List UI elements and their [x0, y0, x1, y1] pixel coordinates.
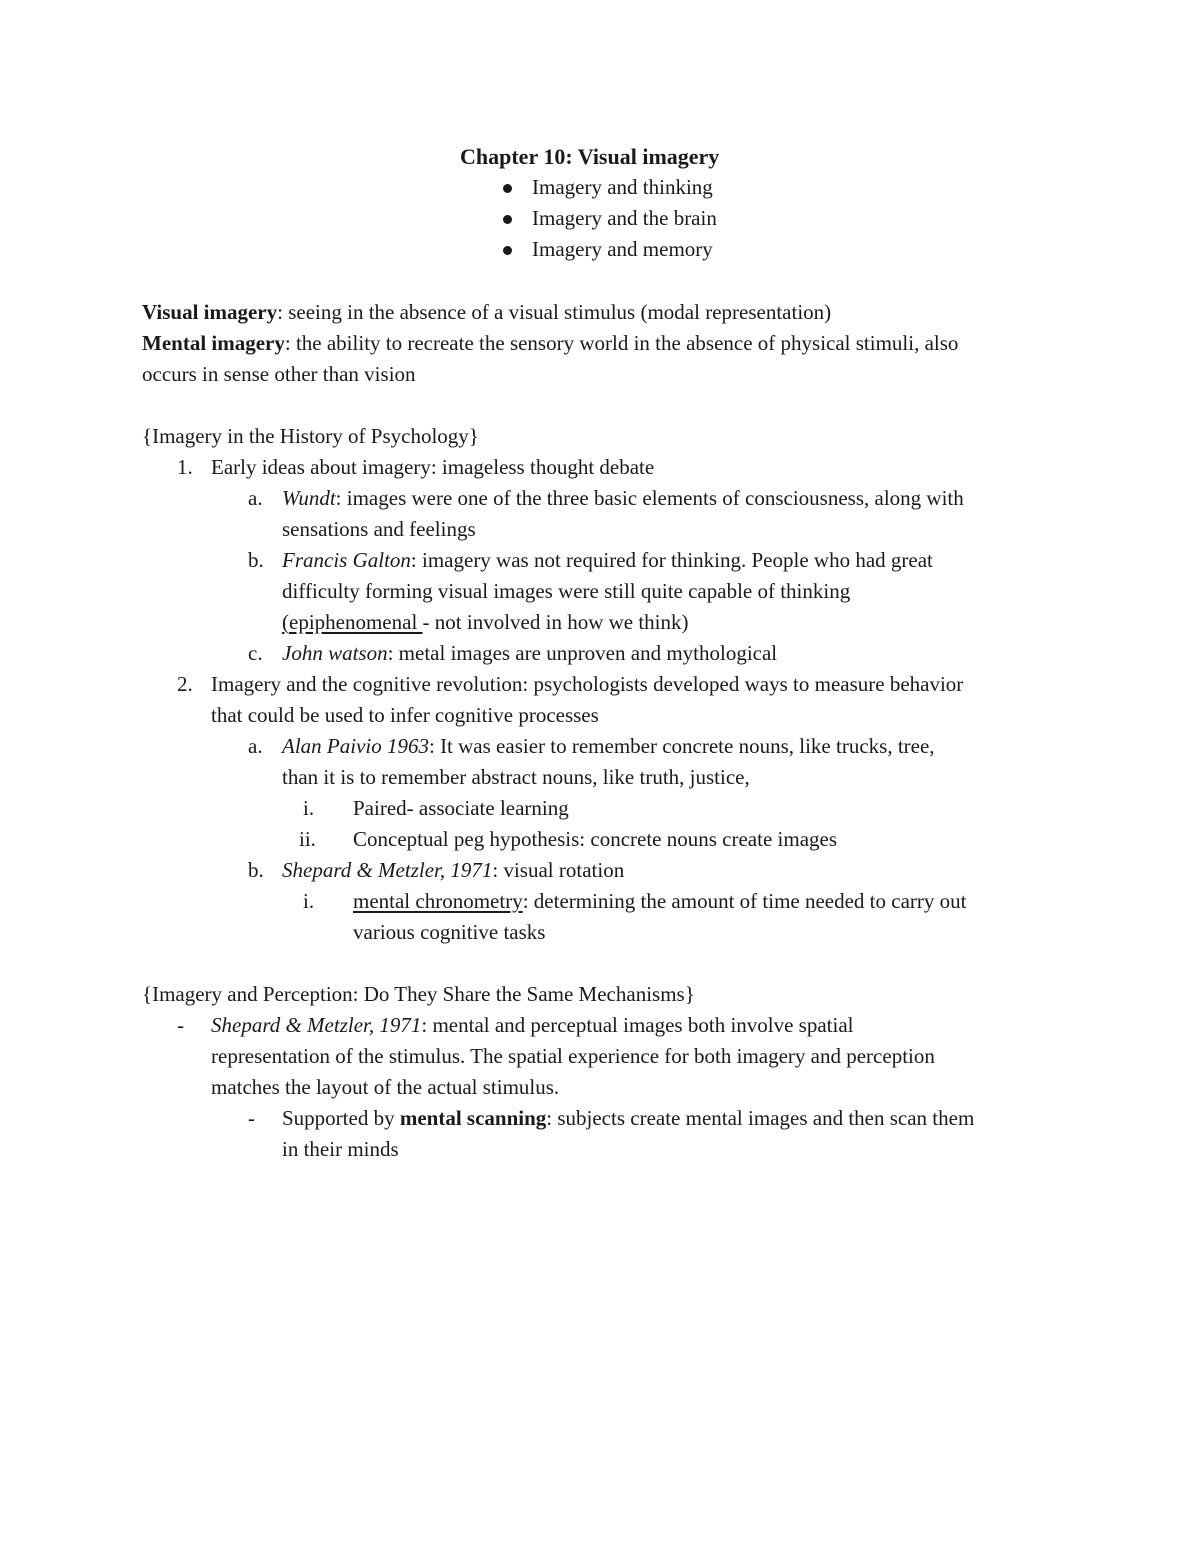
list-marker: a. — [248, 734, 263, 758]
list-item-continued: sensations and feelings — [282, 517, 476, 541]
page-title: Chapter 10: Visual imagery — [460, 144, 720, 169]
person-name: Wundt — [282, 486, 336, 510]
list-item-text: : visual rotation — [492, 858, 625, 882]
list-item — [282, 545, 933, 576]
list-marker: ii. — [299, 827, 316, 851]
list-item-continued: in their minds — [282, 1137, 399, 1161]
bullet-icon — [503, 246, 512, 255]
topic-item: Imagery and memory — [532, 237, 713, 261]
list-item-text: : imagery was not required for thinking. People who had great — [410, 548, 933, 572]
list-marker: - — [177, 1013, 184, 1037]
list-marker: b. — [248, 858, 264, 882]
list-item-continued: representation of the stimulus. The spatial experience for both imagery and perception — [211, 1044, 935, 1068]
section-heading: {Imagery in the History of Psychology} — [142, 424, 479, 448]
list-item-text: : mental and perceptual images both involve spatial — [421, 1013, 854, 1037]
list-marker: b. — [248, 548, 264, 572]
list-item — [282, 638, 777, 669]
list-item-text: : determining the amount of time needed to carry out — [522, 889, 967, 913]
list-item-text: : subjects create mental images and then scan them — [546, 1106, 975, 1130]
list-item — [282, 1103, 974, 1134]
person-name: Shepard & Metzler, 1971 — [282, 858, 493, 882]
list-marker: a. — [248, 486, 263, 510]
list-item-text: : It was easier to remember concrete nouns, like trucks, tree, — [428, 734, 935, 758]
bullet-icon — [503, 215, 512, 224]
definition-text-continued: occurs in sense other than vision — [142, 362, 416, 386]
list-marker: - — [248, 1106, 255, 1130]
bullet-icon — [503, 184, 512, 193]
definition-mental-imagery — [142, 328, 958, 359]
list-item: Imagery and the cognitive revolution: psychologists developed ways to measure behavior — [211, 672, 964, 696]
definition-term: Visual imagery — [142, 300, 278, 324]
list-marker: 2. — [177, 672, 193, 696]
list-item — [211, 1010, 854, 1041]
underlined-term: mental chronometry — [353, 889, 523, 913]
list-item-text: : metal images are unproven and mythological — [387, 641, 778, 665]
topic-item: Imagery and thinking — [532, 175, 713, 199]
list-item-continued: matches the layout of the actual stimulus. — [211, 1075, 560, 1099]
list-marker: i. — [303, 889, 315, 913]
person-name: Francis Galton — [282, 548, 411, 572]
person-name: Shepard & Metzler, 1971 — [211, 1013, 422, 1037]
underlined-paren: ( — [282, 610, 289, 634]
list-marker: c. — [248, 641, 263, 665]
bold-term: mental scanning — [399, 1106, 547, 1130]
list-marker: i. — [303, 796, 315, 820]
list-item-text: Supported by — [282, 1106, 400, 1130]
underlined-term: epiphenomenal — [289, 610, 423, 634]
list-item-continued — [282, 607, 689, 638]
list-item — [353, 886, 966, 917]
list-marker: 1. — [177, 455, 193, 479]
list-item-text: - not involved in how we think) — [422, 610, 689, 634]
list-item-text: : images were one of the three basic elements of consciousness, along with — [335, 486, 964, 510]
definition-text: : the ability to recreate the sensory world in the absence of physical stimuli, also — [284, 331, 959, 355]
topic-item: Imagery and the brain — [532, 206, 717, 230]
person-name: John watson — [282, 641, 388, 665]
section-heading: {Imagery and Perception: Do They Share the Same Mechanisms} — [142, 982, 695, 1006]
list-item: Conceptual peg hypothesis: concrete nouns create images — [353, 827, 838, 851]
list-item-continued: difficulty forming visual images were still quite capable of thinking — [282, 579, 851, 603]
list-item — [282, 483, 964, 514]
list-item-continued: than it is to remember abstract nouns, like truth, justice, — [282, 765, 750, 789]
list-item — [282, 855, 624, 886]
definition-visual-imagery — [142, 297, 831, 328]
list-item: Early ideas about imagery: imageless thought debate — [211, 455, 655, 479]
list-item — [282, 731, 935, 762]
list-item-continued: that could be used to infer cognitive processes — [211, 703, 599, 727]
list-item: Paired- associate learning — [353, 796, 569, 820]
definition-text: : seeing in the absence of a visual stimulus (modal representation) — [277, 300, 832, 324]
definition-term: Mental imagery — [142, 331, 285, 355]
person-name: Alan Paivio 1963 — [282, 734, 429, 758]
list-item-continued: various cognitive tasks — [353, 920, 546, 944]
